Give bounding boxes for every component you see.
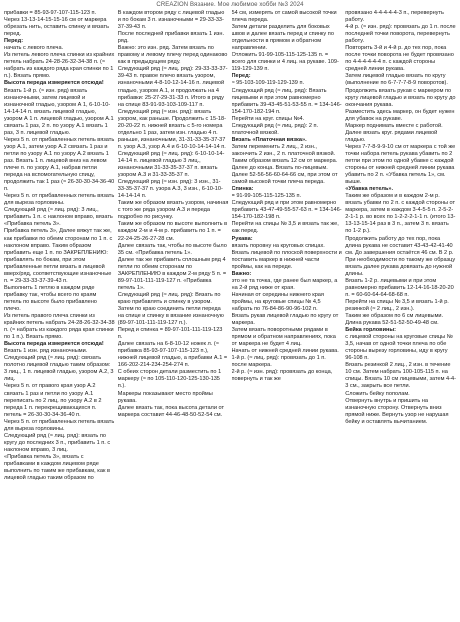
paragraph: Таким же образом вязать узором, начиная с того же ряда узором А.3 и переда подробно по рисунку. [117,200,229,221]
paragraph: Перейти на спицы № 3,5 и вязать 1-й р. резинкой (≈ 2 лиц., 2 изн.). [345,298,449,312]
paragraph: Повторить 3-й и 4-й р. до тех пор, пока после точки поворота не будет провязано по 4-4-4-4-4-4 п. с каждой стороны средней линии рукава. [345,45,454,73]
paragraph: Таким же образом по высоте выполнить в каждом 2-м и 4-м р. прибавить по 1 п. = 22-24-25-26-27-28 см. [117,221,228,242]
paragraph: Далее вязать так, пока высота детали от маркера составит 44-46-48-50-52-54 см. [117,404,225,418]
section-heading: Перед: [231,73,251,80]
paragraph: вязать поровну на круговых спицах. Вязать лицевой по плоской поверхности и поставить маркер в нижней части проймы, как на переде. [231,242,342,270]
paragraph: Из петель левого плеча спинки из крайних петель набрать 24-28-26-32-34-38 п. (≈ набрать из каждого ряда края спинки по 1 п.). Вязать прямо. [4,52,115,80]
paragraph: Затем детали разделить для боковых швов и далее вязать перед и спинку по отдельности в прямом и обратном направлении. [231,24,334,52]
paragraph: 54 см, измерять от самой высокой точки плеча переда. [231,10,337,24]
paragraph: Продолжить работу до тех пор, пока длина рукава не составит 43-43-42-41-40 см. До завершения остаётся 46 см. В 2 р. При необходимости по такому же образцу вязать далее рукава довязать до нужной длины. [345,235,456,277]
paragraph: провязано 4-4-4-4-4-3 п., перевернуть работу. [345,10,444,24]
paragraph: Из петель правого плеча спинки из крайних петель набрать 24-28-26-32-34-38 п. (≈ набрать из каждого ряда края спинки по 1 п.). Вязать прямо. [4,313,115,341]
paragraph: Следующий ряд (≈ изн. ряд): 3 изн., 31-33-35-37-37 п. узора А.3, 3 изн., 6-10-10-14-14-14 п. [117,179,223,200]
paragraph: После последней прибавки вязать 1 изн. ряд. [117,31,225,45]
paragraph: Разместить здесь маркер, он будет нужен для убавок на рукаве. [345,108,455,122]
paragraph: Далее связать так, чтобы по высоте было 35 см. «Прибавка петель 1». [117,242,227,256]
magazine-header: CREAZION Вязание. Мое любимое хобби №3 2024 [156,2,304,8]
paragraph: Следующий ряд (≈ лиц. ряд): вязать по кругу до последних 3 п., прибавить 1 п. с наклоном вправо, 3 лиц. [4,432,111,453]
paragraph: Через 5 п. от правого края узор А.2 связать 1 раз и петли по узору А.1 переписать по 2 лиц. по узору А.2 в 2 переда 1 п. перекрещивающихся п. петель = 26-30-30-34-36-40 п. [4,383,102,418]
paragraph: Вязать 1-й р. (≈ изн. ряд) вязать изнаночными, затем лицевой и изнаночной гладью, узором А 1, 6-10-10-14-14-14 п. вязать лицевой гладью, узором А 1 п. лицевой гладью, узором А.1 связать 1 раз, 2 п. по узору А.1 вязать 1 раз, 3 п. лицевой гладью. [4,87,114,136]
paragraph: Затем лицевой гладью вязать по кругу (выполнение по 6-7-7-7-8-9 поворотов). Продолжить вязать рукав с маркером по кругу лицевой гладью и вязать по кругу до окончания рукава. [345,73,456,108]
paragraph: Через 13-13-14-15-15-16 см от маркера обрезать нить, оставить спинку и вязать перед. [4,17,109,38]
paragraph: Отложить 91-99-105-115-125-135 п. = всего для спинки и 4 лиц. на рукаве. 109-119-129-139 п. [231,52,339,73]
section-heading: Перед: [4,38,24,45]
paragraph: Длина рукава 52-51-52-50-49-48 см. [345,320,439,327]
paragraph: Затем вязать поворотными рядами в прямом и обратном направлениях, пока от маркера не будет 4 лиц. [231,327,336,348]
section-heading: Высота переда измеряется отсюда! [4,80,104,87]
section-heading: Бейка горловины: [345,327,397,334]
section-heading: Рукава: [231,235,253,242]
paragraph: Следующий ряд (≈ лиц. ряд): 29-33-33-37-39-43 п. правое плечо вязать узором, изнаночными 4-8-10-12-14-16 п. лицевой гладью, узором А.1, и продолжать на 4 прибавки: 25-27-29-31-33 п. Итого в ряду на спице 83-91-93-103-109-117 п. [117,66,228,108]
paragraph: В каждом втором ряду с лицевой гладью и по бокам 3 п. изнаночными = 29-33-33-37-39-43 п. [117,10,225,31]
paragraph: Следующий ряд (≈ изн. ряд): вязать узором, как раньше. Продолжить с 15-18-20-20-22 п. нижней вязать с 5-го номера отдельно 1 раз, затем изн. гладью 4 п. раньше, изнаночными, 31-31-33-35-37-37 п. узор А.3, узор А.4 и 6-10-10-14-14-14 п. [117,108,227,150]
paragraph: Сложить бейку пополам. [345,390,410,397]
paragraph: Маркер поднимать вместе с работой. [345,122,443,129]
paragraph: Таким же образом и в каждом 2-м р. вязать убавки по 2 п. с каждой стороны от маркера, затем в каждом 3-4-5-5 п. 2-5-2-2-1-1 р. во всех по 1-2-2-2-1-1 п. (итого 13-13-13-15-14 раз в 3 п., затем 3 п. вязать по 1-2 р.). [345,193,456,235]
paragraph: Перейти на спицы № 3,5 и вязать так же, как перед. [231,221,339,235]
paragraph: Затем переменить 2 лиц., 2 изн., закончить 2 изн., 2 п. платочной вязкой. [231,143,336,157]
paragraph: Через 7-7-8-9-9-10 см от маркера с той же точки набора петель рукава убавить по 2 петли при этом по одной убавке с каждой стороны от нижней средней линии рукава убавить по 2 п. «Убавка петель 1», см. выше. [345,143,456,186]
paragraph: Перед и спинка = 89-97-101-111-119-123 п. [117,327,223,341]
paragraph: это не та точка, где ранее был маркер, а на 2-й ряд ниже от края. [231,277,338,291]
text-column-4 [345,10,456,620]
paragraph: Следующий ряд (≈ лиц. ряд): связать полотно лицевой гладью таким образом: 3 лиц., 1 п. лицевой гладью, узором А.2, 3 лиц. [4,355,114,383]
section-heading: Спинка: [231,186,254,193]
paragraph: С обеих сторон детали разместить по 1 маркеру (≈ по 105-110-120-125-130-135 п.). [117,369,222,390]
article-body [4,10,456,620]
paragraph: Следующий ряд (≈ лиц. ряд): 2 п. платочной вязкой. [231,122,319,136]
paragraph: начать с левого плеча. [4,45,64,52]
paragraph: Прибавка петель 3», Далее вяжут так же, как прибавки по обеим сторонам по 1 п. с наклоном вправо. Таким образом прибавить еще 1 п. по ЗАКРЕПЛЕНИЮ: прибавлять по бокам, при этом прибавленные петли вязать в лицевой вверх/ряд, соответствующие изнаночные п. = 29-33-33-37-39-43 п. [4,228,113,284]
paragraph: Важно: это изн. ряд. Затем вязать по правому и левому плечу перед одинаково как в предыдущем ряду. [117,45,228,66]
paragraph: Вязать резинкой 2 лиц., 2 изн. в течение 10 см. Затем набрать 100-105-115 п. на спицы. Вязать 10 см лицевыми, затем 4-4-3 см., закрыть все петли. [345,362,456,390]
paragraph: Следующий ряд (≈ лиц. ряд): Вязать лицевыми и при этом равномерно прибавить 39-43-45-51-53-55 п. = 134-146-154-170-182-194 п. [231,87,342,115]
paragraph: Через 5 п. от прибавленных петель вязать узор А.1, затем узор А.2 связать 1 раз и петли по узору А.1 по узору А.2 вязать 1 раз. Вязать 1 п. лицевой вниз на левом плече п. по узору А.1, набрав петли переда на вспомогательную спицу, продолжить так 1 раз (≈ 26-30-30-34-36-40 п. [4,136,115,193]
section-heading: Важно: [231,270,252,277]
paragraph: Следующий ряд (≈ лиц. ряд): Вязать по краю прибавлять и спинку в узором. Затем по краю соединить петли переда на спице и спинку в вязание изнаночную (89-97-101-111-119-127 п.). [117,291,224,327]
text-column-1 [4,10,115,620]
paragraph: Через 5 п. от прибавленных петель вязать для выреза горловины. [4,418,115,432]
paragraph: «Прибавка петель 3», вязать с прибавками в каждом лицевом ряде выполнить по таким же прибавкам, как в лицевой гладью таким образом по [4,453,110,482]
paragraph: 1-й р. (≈ лиц. ряд): провязать до 1 п. после маркера. [231,355,326,369]
paragraph: = 91-99-105-115-125-135 п. [231,193,302,200]
paragraph: Таким же образом по 6 см лицевыми. [345,313,444,320]
paragraph: Следующий ряд (≈ лиц. ряд): 6-10-10-14-14-14 п. лицевой гладью 3 лиц., изнаночными 31-33-35-37-37 п. вязать узором А.3 и 31-33-35-37 п. [117,150,225,179]
paragraph: Вязать 1-2 р. лицевыми и при этом равномерно прибавить 12-14-16-18-20-20 п. = 60-60-64-64-68-68 п. [345,277,454,298]
paragraph: Вязать рукав лицевой гладью по кругу от маркера. [231,313,339,327]
paragraph: Через 5 п. от прибавленных петель вязать для выреза горловины. [4,193,115,207]
paragraph: 4-й р. (≈ изн. ряд): провязать до 1 п. после последней точки поворота, перевернуть работу. [345,24,456,45]
paragraph: Далее связать на 6-8-10-12 ножек л. (≈ прибавка 85-93-97-107-115-123 п.), нижней лицевой гладью, а прибавки А.1 = 166-202-214-234-254-274 п. [117,341,228,369]
paragraph: Таким образом вязать 12 см от маркера. Далее до конца. Вязать по-лицевым. Далее 52-56-56-60-64-66 см, при этом от самой высокой точки плеча переда. [231,157,338,186]
paragraph: Начиная от середины нижнего края проймы, на круговые спицы № 4,5 набрать по 76-84-86-90-96-102 п. [231,291,324,312]
paragraph: Отвернуть внутрь и пришить на изнаночную сторону. Отвернуть вниз прямой ниже. Вернуть узор не нарушая бейку и оставлять вычитанием. [345,397,449,425]
text-column-3 [232,10,343,620]
section-heading: Вязать «Платочная вязка». [231,136,307,143]
paragraph: Маркеры показывают место проймы рукава. [117,390,213,404]
paragraph: с лицевой стороны на круговые спицы № 3,5, начав от одной точки плеча по обе стороны вырезу горловины, иду в кругу 96-108 п. [345,334,453,362]
section-heading: «Убавка петель». [345,186,394,193]
section-heading: Высота переда измеряется отсюда! [4,341,104,348]
paragraph: Начать от нижней средней линии рукава. [231,348,339,355]
paragraph: Следующий ряд и при этом равномерно прибавить 43-47-49-55-57-63 п. = 134-146-154-170-182-198 п. [231,200,342,221]
paragraph: ≈ 95-103-109-119-129-139 п. [231,80,305,87]
text-column-2 [118,10,229,620]
paragraph: Вязать 1 изн. ряд изнаночными. [4,348,88,355]
paragraph: Следующий ряд (≈ лиц. ряд): 3 лиц., прибавить 1 п. с наклоном вправо, вязать «Прибавка петель 3». [4,207,113,228]
paragraph: Выполнить 1 петлю в каждом ряде прибавку так, чтобы всего по краям петель по высоте было прибавлено плечо. [4,284,97,312]
paragraph: прибавки = 85-93-97-107-115-123 п. [4,10,97,16]
paragraph: Далее так же прибавить сплошным ряд 4 петли по обеим сторонам по ЗАКРЕПЛЕНИЮ в каждом 2-м ряду 5 п. = 89-97-101-111-119-127 п. «Прибавка петель 1». [117,256,227,291]
paragraph: 2-й р. (≈ изн. ряд): провязать до конца, повернуть и так же [231,369,333,383]
paragraph: Далее вязать круг. рядами лицевой гладью. [345,129,438,143]
paragraph: Перейти на круг. спицы №4. [231,115,305,122]
